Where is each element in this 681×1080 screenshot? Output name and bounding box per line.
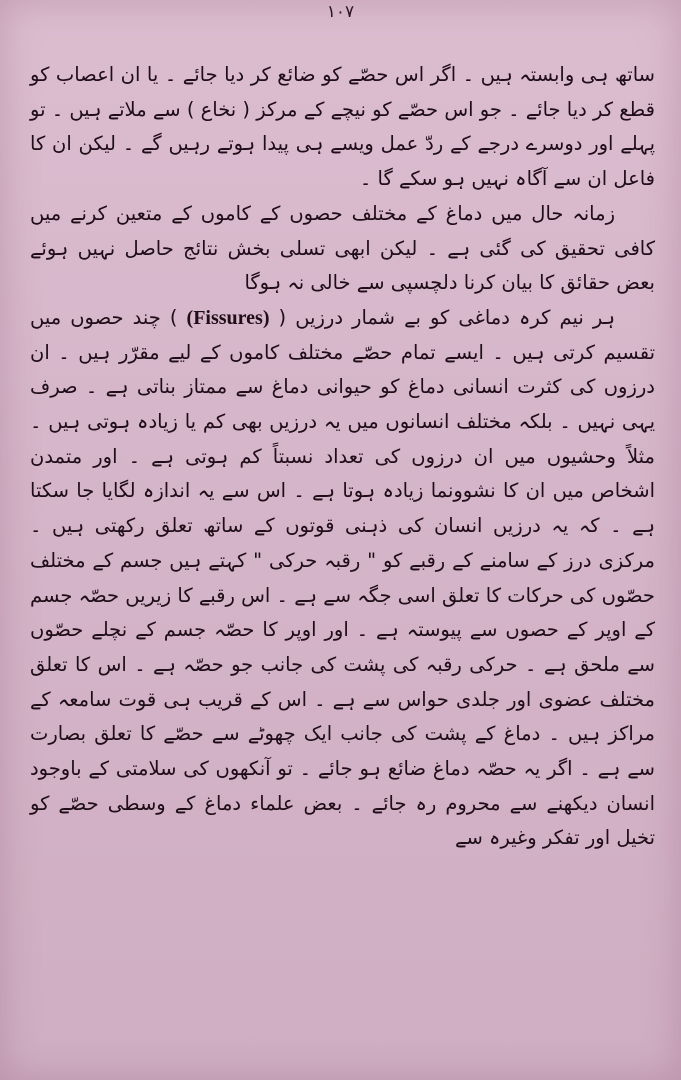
paragraph-1 [30,58,655,197]
paragraph-3 [30,301,655,856]
page-body [30,58,655,856]
paragraph-1-text: ساتھ ہی وابستہ ہیں ۔ اگر اس حصّے کو ضائع کر دیا جائے ۔ یا ان اعصاب کو قطع کر دیا جائے ۔ جو اس حصّے کو نیچے کے مرکز ( نخاع ) سے ملاتے ہیں ۔ تو پہلے اور دوسرے درجے کے ردّ عمل ویسے ہی پیدا ہوتے رہیں گے ۔ لیکن ان کا فاعل ان سے آگاہ نہیں ہو سکے گا ۔ [30,63,655,191]
paragraph-2-text: زمانہ حال میں دماغ کے مختلف حصوں کے کاموں کے متعین کرنے میں کافی تحقیق کی گئی ہے ۔ لیکن ابھی تسلی بخش نتائج حاصل نہیں ہوئے بعض حقائق کا بیان کرنا دلچسپی سے خالی نہ ہوگا [30,201,655,295]
paragraph-2 [30,197,655,301]
page-number: ۱۰۷ [326,2,355,22]
paragraph-3-text-rest: ) چند حصوں میں تقسیم کرتی ہیں ۔ ایسے تمام حصّے مختلف کاموں کے لیے مقرّر ہیں ۔ ان درزوں کی کثرت انسانی دماغ کو حیوانی دماغ سے ممتاز بناتی ہے ۔ صرف یہی نہیں ۔ بلکہ مختلف انسانوں میں یہ درزیں بھی کم یا زیادہ ہوتی ہیں ۔ مثلاً وحشیوں میں ان درزوں کی تعداد نسبتاً کم ہوتی ہے ۔ اور متمدن اشخاص میں ان کا نشوونما زیادہ ہوتا ہے ۔ اس سے یہ اندازہ لگایا جا سکتا ہے ۔ کہ یہ درزیں انسان کی ذہنی قوتوں کے ساتھ تعلق رکھتی ہیں ۔ مرکزی درز کے سامنے کے رقبے کو " رقبہ حرکی " کہتے ہیں جسم کے مختلف حصّوں کی حرکات کا تعلق اسی جگہ سے ہے ۔ اس رقبے کا زیریں حصّہ جسم کے اوپر کے حصوں سے پیوستہ ہے ۔ اور اوپر کا حصّہ جسم کے نچلے حصّوں سے ملحق ہے ۔ حرکی رقبہ کی پشت کی جانب جو حصّہ ہے ۔ اس کا تعلق مختلف عضوی اور جلدی حواس سے ہے ۔ اس کے قریب ہی قوت سامعہ کے مراکز ہیں ۔ دماغ کے پشت کی جانب ایک چھوٹے سے حصّے کا تعلق بصارت سے ہے ۔ اگر یہ حصّہ دماغ ضائع ہو جائے ۔ تو آنکھوں کی سلامتی کے باوجود انسان دیکھنے سے محروم رہ جائے ۔ بعض علماء دماغ کے وسطی حصّے کو تخیل اور تفکر وغیرہ سے [30,305,655,850]
paragraph-3-text-start: ہر نیم کرہ دماغی کو بے شمار درزیں ( [269,305,616,329]
fissures-term: (Fissures) [186,306,270,329]
